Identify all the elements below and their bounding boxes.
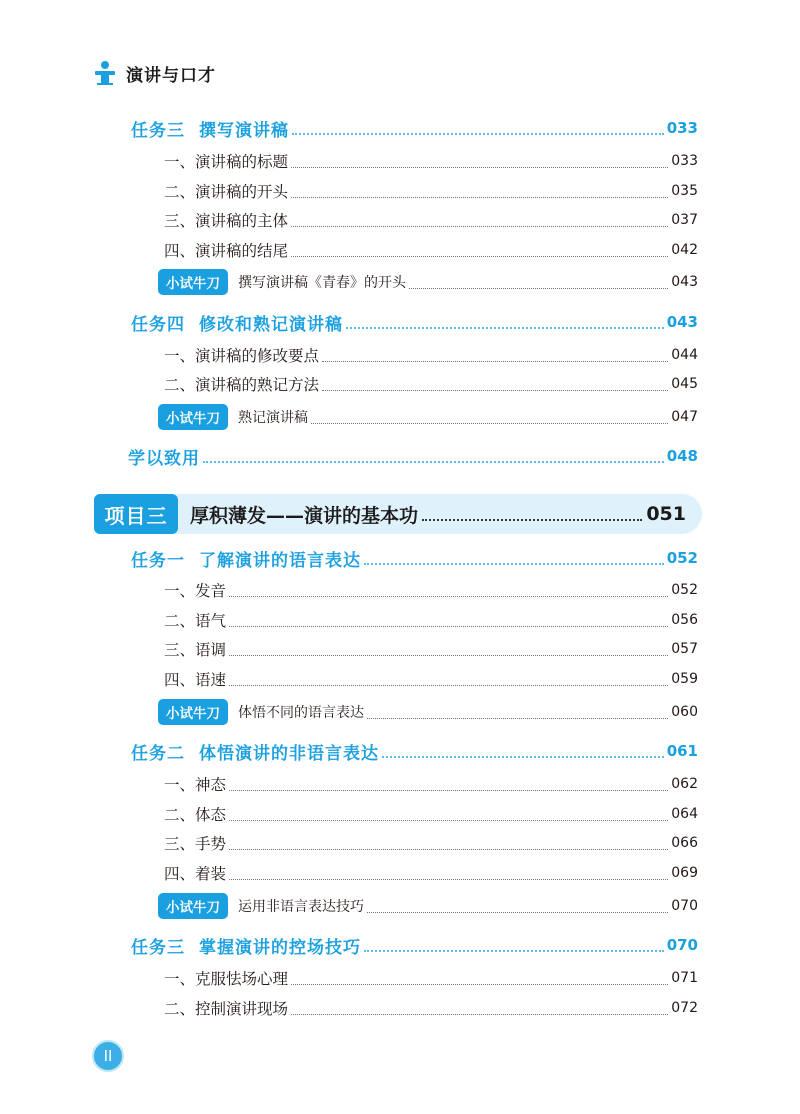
page-number: 037	[671, 212, 698, 228]
dot-leader	[291, 167, 668, 168]
page-number: 042	[671, 242, 698, 258]
toc-subitem[interactable]	[0, 830, 800, 856]
project-tag: 项目三	[94, 494, 178, 534]
dot-leader	[322, 390, 668, 391]
subitem-title: 一、克服怯场心理	[164, 970, 289, 988]
dot-leader	[203, 461, 664, 463]
page-number: 043	[666, 313, 698, 331]
page-number: 072	[671, 1000, 698, 1016]
dot-leader	[311, 423, 668, 424]
page-number: 052	[671, 582, 698, 598]
page-number: 064	[671, 806, 698, 822]
toc-subitem[interactable]	[0, 860, 800, 886]
page-number: 070	[671, 898, 698, 914]
practice-title: 撰写演讲稿《青春》的开头	[238, 275, 406, 291]
dot-leader	[291, 226, 668, 227]
task-title: 撰写演讲稿	[199, 120, 289, 141]
toc-subitem[interactable]	[0, 636, 800, 662]
toc-subitem[interactable]	[0, 965, 800, 991]
dot-leader	[291, 197, 668, 198]
subitem-title: 二、语气	[164, 612, 227, 630]
page-number: 035	[671, 183, 698, 199]
page-number: 070	[666, 936, 698, 954]
dot-leader	[291, 984, 668, 985]
dot-leader	[292, 133, 664, 135]
dot-leader	[367, 718, 668, 719]
dot-leader	[229, 655, 668, 656]
running-header	[92, 58, 216, 88]
page-number: 051	[646, 503, 686, 525]
task-title: 了解演讲的语言表达	[199, 550, 361, 571]
subitem-title: 一、演讲稿的修改要点	[164, 347, 320, 365]
page-number: 044	[671, 347, 698, 363]
subitem-title: 二、体态	[164, 806, 227, 824]
task-number: 任务三	[131, 120, 185, 141]
practice-badge: 小试牛刀	[158, 699, 228, 725]
subitem-title: 四、语速	[164, 671, 227, 689]
subitem-title: 一、演讲稿的标题	[164, 153, 289, 171]
toc-subitem[interactable]	[0, 342, 800, 368]
dot-leader	[367, 912, 668, 913]
page-number: 033	[671, 153, 698, 169]
dot-leader	[229, 820, 668, 821]
folio-badge: II	[92, 1040, 124, 1072]
practice-badge: 小试牛刀	[158, 893, 228, 919]
toc-subitem[interactable]	[0, 607, 800, 633]
toc-task[interactable]	[0, 932, 800, 958]
subitem-title: 二、演讲稿的熟记方法	[164, 376, 320, 394]
page-number: 045	[671, 376, 698, 392]
page-number: 043	[671, 274, 698, 290]
subitem-title: 二、控制演讲现场	[164, 1000, 289, 1018]
dot-leader	[229, 790, 668, 791]
task-title: 修改和熟记演讲稿	[199, 314, 343, 335]
toc-practice[interactable]	[0, 404, 800, 430]
practice-title: 体悟不同的语言表达	[238, 705, 364, 721]
subitem-title: 四、着装	[164, 865, 227, 883]
toc-task[interactable]	[0, 545, 800, 571]
task-title: 体悟演讲的非语言表达	[199, 743, 379, 764]
task-number: 任务四	[131, 314, 185, 335]
toc-section[interactable]	[0, 443, 800, 469]
page-number: 033	[666, 119, 698, 137]
book-title: 演讲与口才	[126, 65, 216, 86]
task-number: 任务一	[131, 550, 185, 571]
practice-title: 运用非语言表达技巧	[238, 899, 364, 915]
practice-badge: 小试牛刀	[158, 269, 228, 295]
page-number: 066	[671, 835, 698, 851]
toc-practice[interactable]	[0, 699, 800, 725]
dot-leader	[291, 1014, 668, 1015]
page-number: 061	[666, 742, 698, 760]
subitem-title: 一、发音	[164, 582, 227, 600]
toc-subitem[interactable]	[0, 178, 800, 204]
subitem-title: 三、语调	[164, 641, 227, 659]
dot-leader	[229, 849, 668, 850]
toc-project[interactable]	[94, 494, 702, 534]
page-number: 052	[666, 549, 698, 567]
toc-subitem[interactable]	[0, 771, 800, 797]
page-number: 057	[671, 641, 698, 657]
subitem-title: 三、演讲稿的主体	[164, 212, 289, 230]
page-number: 071	[671, 970, 698, 986]
subitem-title: 四、演讲稿的结尾	[164, 242, 289, 260]
dot-leader	[291, 256, 668, 257]
practice-title: 熟记演讲稿	[238, 410, 308, 426]
dot-leader	[364, 950, 664, 952]
page-number: 059	[671, 671, 698, 687]
speaker-at-podium-icon	[92, 60, 118, 86]
practice-badge: 小试牛刀	[158, 404, 228, 430]
toc-subitem[interactable]	[0, 371, 800, 397]
toc-subitem[interactable]	[0, 207, 800, 233]
dot-leader	[322, 361, 668, 362]
dot-leader	[409, 288, 668, 289]
subitem-title: 二、演讲稿的开头	[164, 183, 289, 201]
dot-leader	[382, 756, 664, 758]
toc-subitem[interactable]	[0, 995, 800, 1021]
toc-subitem[interactable]	[0, 148, 800, 174]
section-title: 学以致用	[128, 448, 200, 469]
page-number: 056	[671, 612, 698, 628]
toc-subitem[interactable]	[0, 801, 800, 827]
dot-leader	[229, 596, 668, 597]
dot-leader	[229, 879, 668, 880]
dot-leader	[229, 626, 668, 627]
toc-subitem[interactable]	[0, 237, 800, 263]
toc-subitem[interactable]	[0, 666, 800, 692]
toc-subitem[interactable]	[0, 577, 800, 603]
subitem-title: 三、手势	[164, 835, 227, 853]
dot-leader	[346, 327, 664, 329]
task-number: 任务三	[131, 937, 185, 958]
dot-leader	[422, 519, 642, 521]
toc-practice[interactable]	[0, 893, 800, 919]
toc-practice[interactable]	[0, 269, 800, 295]
subitem-title: 一、神态	[164, 776, 227, 794]
page-number: 048	[666, 447, 698, 465]
page-number: 060	[671, 704, 698, 720]
project-title: 厚积薄发——演讲的基本功	[190, 504, 419, 527]
page-number: 062	[671, 776, 698, 792]
dot-leader	[229, 685, 668, 686]
toc-task[interactable]	[0, 738, 800, 764]
page-number: 069	[671, 865, 698, 881]
toc-task[interactable]	[0, 309, 800, 335]
toc-task[interactable]	[0, 115, 800, 141]
dot-leader	[364, 563, 664, 565]
task-title: 掌握演讲的控场技巧	[199, 937, 361, 958]
page-number: 047	[671, 409, 698, 425]
task-number: 任务二	[131, 743, 185, 764]
